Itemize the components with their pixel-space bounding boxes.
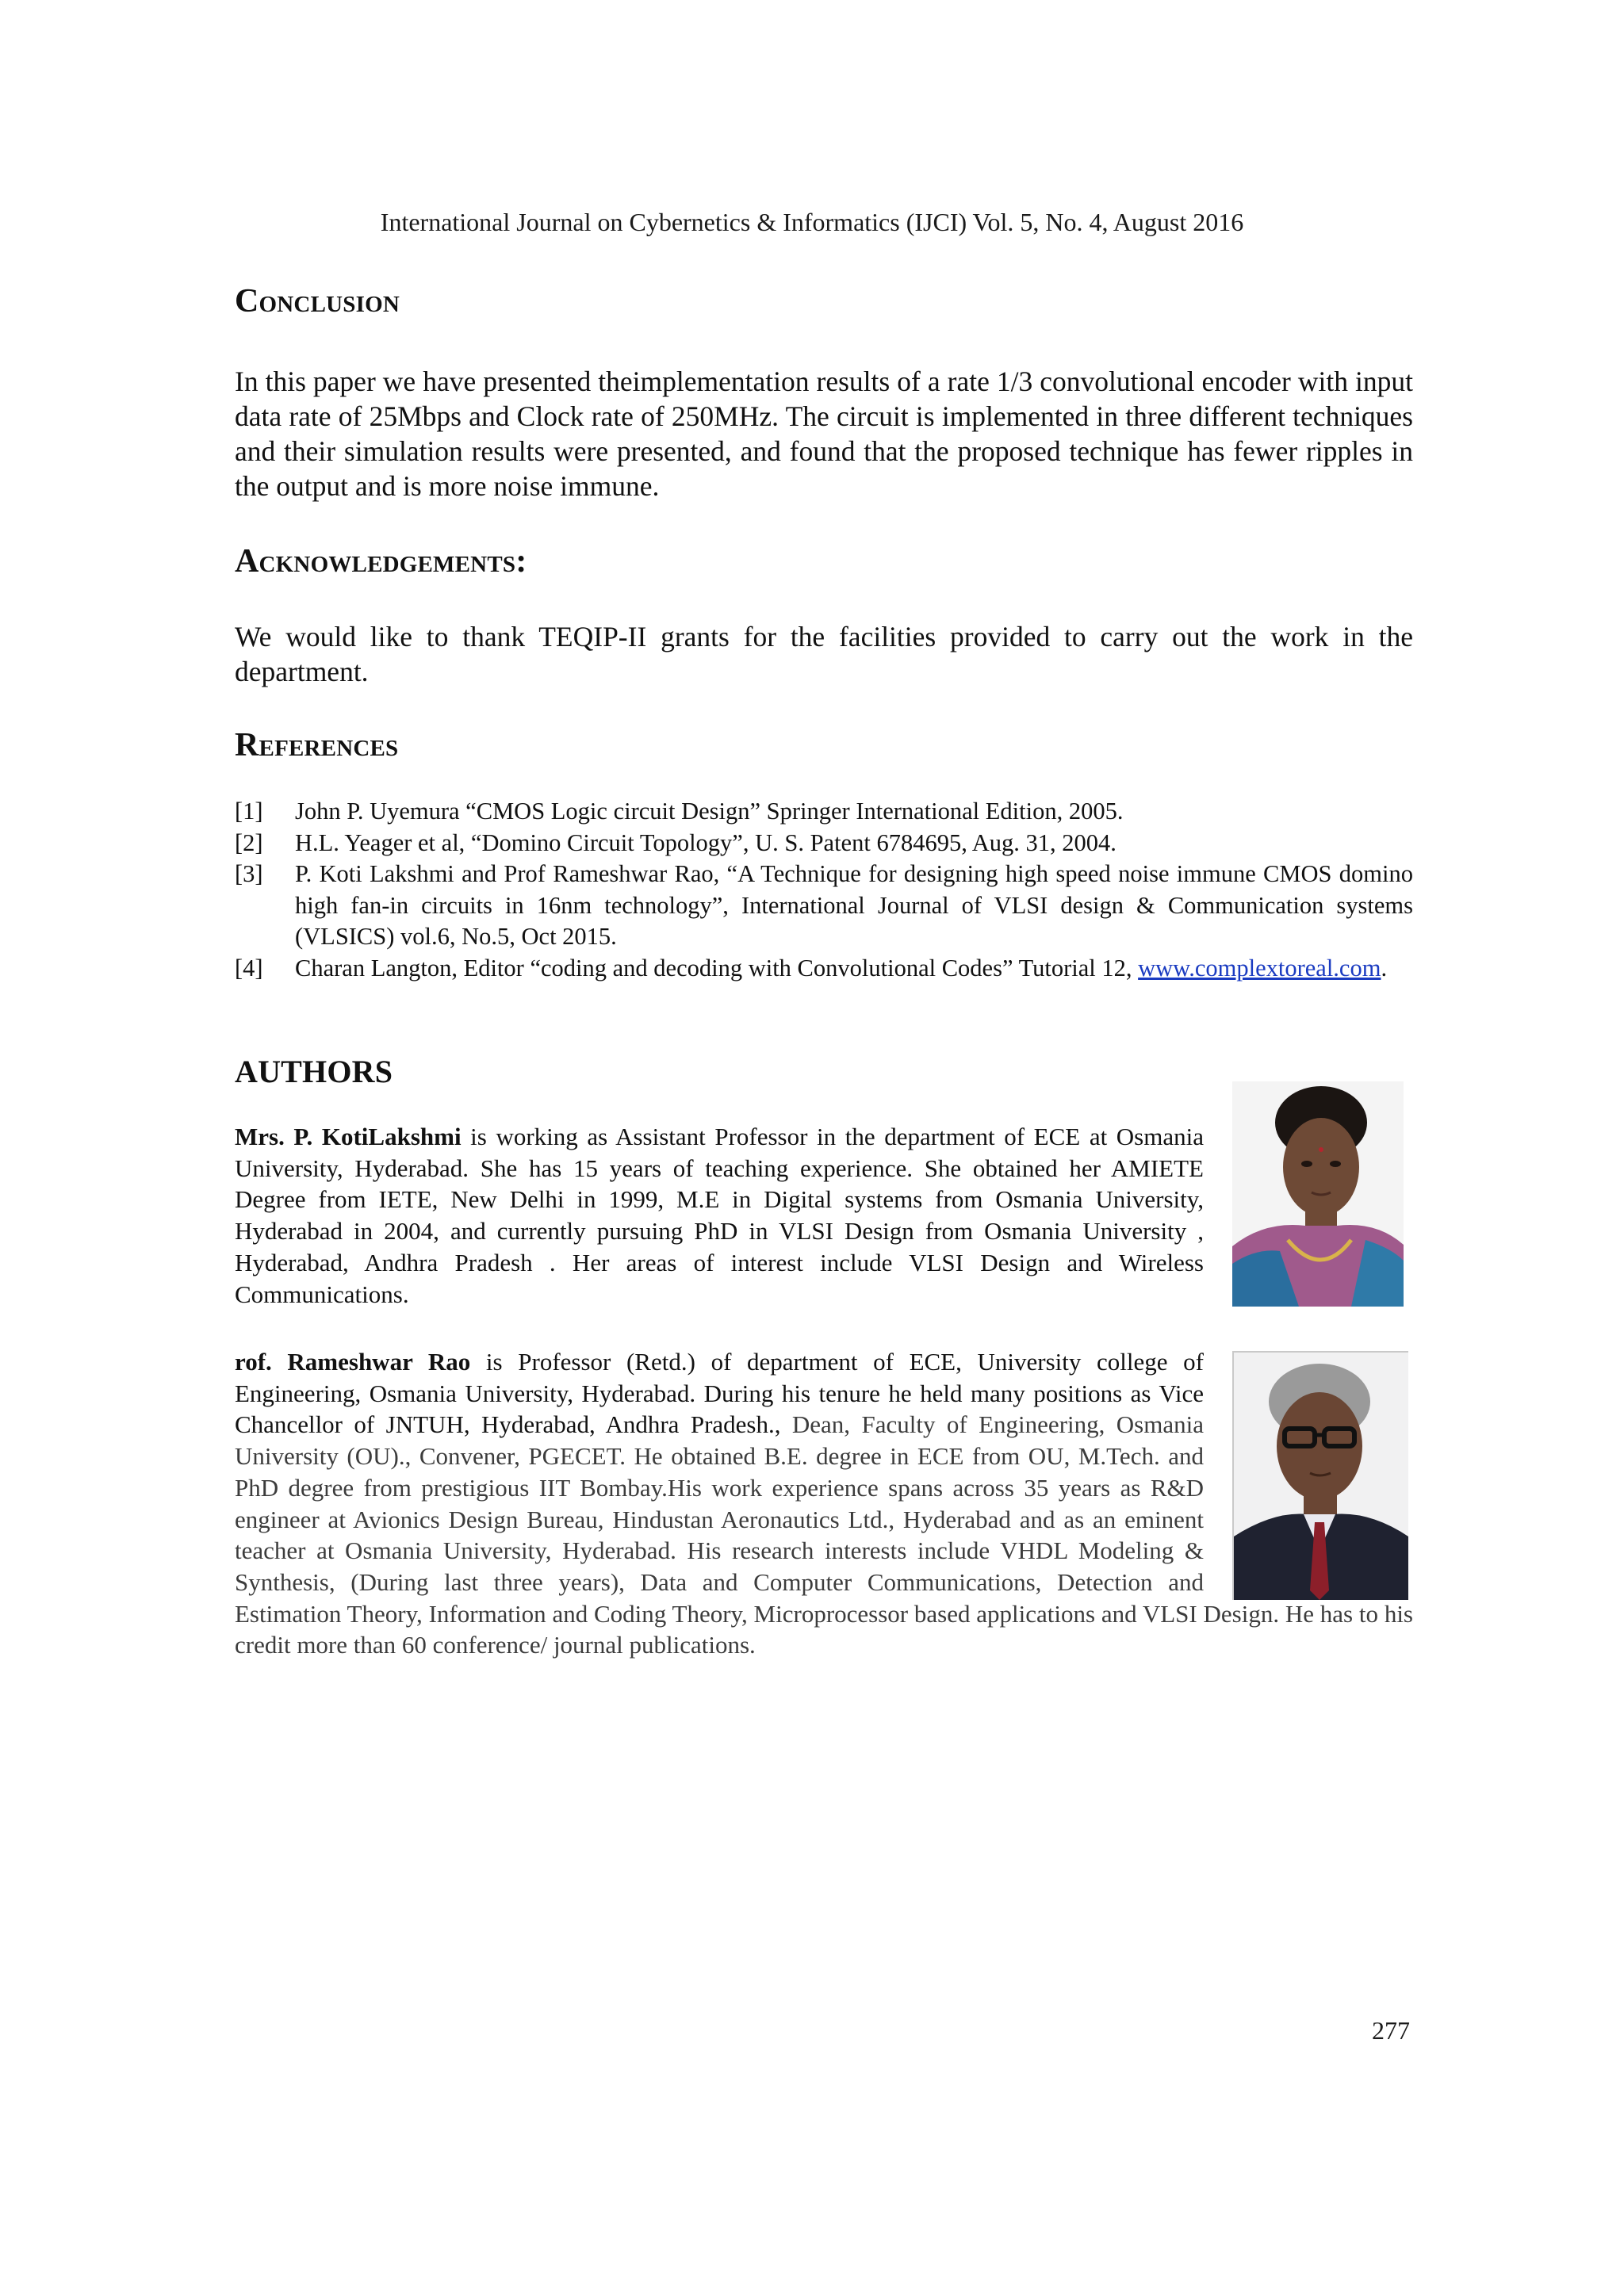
reference-text: John P. Uyemura “CMOS Logic circuit Design” Springer International Edition, 2005. <box>295 798 1124 825</box>
author-photo-koti-lakshmi <box>1232 1081 1404 1307</box>
author-bio-rameshwar-rao <box>235 1346 1413 1661</box>
running-header: International Journal on Cybernetics & Informatics (IJCI) Vol. 5, No. 4, August 2016 <box>380 208 1244 236</box>
author-bio-text: is Professor (Retd.) of department of ECE, University college of Engineering, Osmania University, Hyderabad. During his tenure he held many positions as Vice Chancellor of JNTUH, Hyderabad, Andhra Pradesh., <box>235 1348 1204 1439</box>
reference-number: [1] <box>235 798 263 825</box>
reference-text: Charan Langton, Editor “coding and decoding with Convolutional Codes” Tutorial 12, <box>295 954 1132 982</box>
reference-suffix: . <box>1381 954 1388 982</box>
reference-item <box>235 828 1413 859</box>
author-bio-koti-lakshmi <box>235 1121 1204 1310</box>
author-bio-text: is working as Assistant Professor in the department of ECE at Osmania University, Hyderabad. She has 15 years of teaching experience. She obtained her AMIETE Degree from IETE, New Delhi in 1999, M.E in Digital systems from Osmania University, Hyderabad in 2004, and currently pursuing PhD in VLSI Design from Osmania University , Hyderabad, Andhra Pradesh . Her areas of interest include VLSI Design and Wireless Communications. <box>235 1123 1204 1308</box>
reference-item <box>235 953 1413 985</box>
reference-item <box>235 796 1413 828</box>
reference-number: [3] <box>235 860 263 887</box>
acknowledgements-body: We would like to thank TEQIP-II grants for the facilities provided to carry out the work in the department. <box>235 621 1413 687</box>
reference-link[interactable]: www.complextoreal.com <box>1138 954 1381 982</box>
reference-text: P. Koti Lakshmi and Prof Rameshwar Rao, “A Technique for designing high speed noise immune CMOS domino high fan-in circuits in 16nm technology”, International Journal of VLSI design & Communication systems (VLSICS) vol.6, No.5, Oct 2015. <box>295 860 1413 950</box>
author-bio-text-continued: Dean, Faculty of Engineering, Osmania University (OU)., Convener, PGECET. He obtained B.E. degree in ECE from OU, M.Tech. and PhD degree from prestigious IIT Bombay.His work experience spans across 35 years as R&D engineer at Avionics Design Bureau, Hindustan Aeronautics Ltd., Hyderabad and as an eminent teacher at Osmania University, Hyderabad. His research interests include VHDL Modeling & Synthesis, (During last three years), Data and Computer Communications, Detection and Estimation Theory, Information and Coding Theory, Microprocessor based applications and VLSI Design. He has to his credit more than 60 conference/ journal publications. <box>235 1410 1413 1659</box>
acknowledgements-heading: Acknowledgements: <box>235 543 527 580</box>
reference-number: [2] <box>235 828 263 856</box>
references-heading: References <box>235 727 399 763</box>
author-name: Mrs. P. KotiLakshmi <box>235 1123 462 1150</box>
reference-text-container <box>295 953 1413 985</box>
conclusion-heading: Conclusion <box>235 283 400 320</box>
page-number: 277 <box>1372 2016 1410 2045</box>
reference-item <box>235 859 1413 953</box>
authors-heading: AUTHORS <box>235 1054 393 1089</box>
reference-text: H.L. Yeager et al, “Domino Circuit Topology”, U. S. Patent 6784695, Aug. 31, 2004. <box>295 828 1116 856</box>
photo-wrap-space <box>1204 1346 1413 1594</box>
conclusion-body: In this paper we have presented theimplementation results of a rate 1/3 convolutional encoder with input data rate of 25Mbps and Clock rate of 250MHz. The circuit is implemented in three different techniques and their simulation results were presented, and found that the proposed technique has fewer ripples in the output and is more noise immune. <box>235 365 1413 502</box>
author-photo-illustration <box>1232 1081 1404 1307</box>
references-list <box>235 796 1413 984</box>
reference-number: [4] <box>235 954 263 982</box>
author-name: rof. Rameshwar Rao <box>235 1348 471 1376</box>
